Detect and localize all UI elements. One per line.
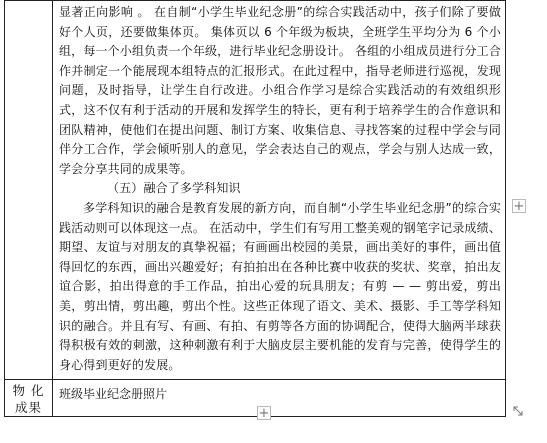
add-row-button[interactable]: + xyxy=(258,406,270,421)
empty-label-cell xyxy=(5,1,53,380)
result-label-cell[interactable]: 物 化 成果 xyxy=(5,380,53,417)
paragraph-multidisciplinary: 多学科知识的融合是教育发展的新方向，而自制“小学生毕业纪念册”的综合实践活动则可以体现这一点。 在活动中，学生们有写用工整美观的钢笔字记录成绩、期望、友谊与对朋友的真挚祝福；有画画出校园的美景，画出美好的事件，画出值得回忆的东西，画出兴趣爱好；有拍拍出在各种比赛中收获的奖状、奖章，拍出友谊合影，拍出得意的手工作品，拍出心爱的玩具朋友；有剪 — — 剪出爱，剪出美，剪出情，剪出趣，剪出个性。这些正体现了语文、美术、摄影、手工等学科知识的融合。并且有写、有画、有拍、有剪等各方面的协调配合，使得大脑两半球获得积极有效的刺激，这种刺激有利于大脑皮层主要机能的发育与完善，使得学生的身心得到更好的发展。 xyxy=(59,200,501,372)
content-row xyxy=(5,1,506,380)
paragraph-group-work: 显著正向影响 。 在自制“小学生毕业纪念册”的综合实践活动中，孩子们除了要做好个人页，还要做集体页。 集体页以 6 个年级为板块，全班学生平均分为 6 个小组，每一个小组负责一个年级，进行毕业纪念册设计。 各组的小组成员进行分工合作并制定一个能展现本组特点的汇报形式。在此过程中，指导老师进行巡视，发现问题，及时指导，让学生自行改进。小组合作学习是综合实践活动的有效组织形式，这不仅有利于活动的开展和发挥学生的特长，更有利于培养学生的合作意识和团队精神，使他们在提出问题、制订方案、收集信息、寻找答案的过程中学会与同伴分工合作，学会倾听别人的意见，学会表达自己的观点，学会与别人达成一致，学会分享共同的成果等。 xyxy=(59,5,501,176)
add-column-button[interactable]: + xyxy=(513,199,525,214)
table-resize-icon[interactable] xyxy=(511,404,525,418)
content-cell[interactable] xyxy=(53,1,506,380)
document-table xyxy=(4,0,506,417)
result-value-cell[interactable]: 班级毕业纪念册照片 xyxy=(53,380,506,417)
section-heading-multidisciplinary: （五）融合了多学科知识 xyxy=(107,181,241,196)
scrollbar-track[interactable] xyxy=(529,0,547,443)
result-row xyxy=(5,380,506,417)
